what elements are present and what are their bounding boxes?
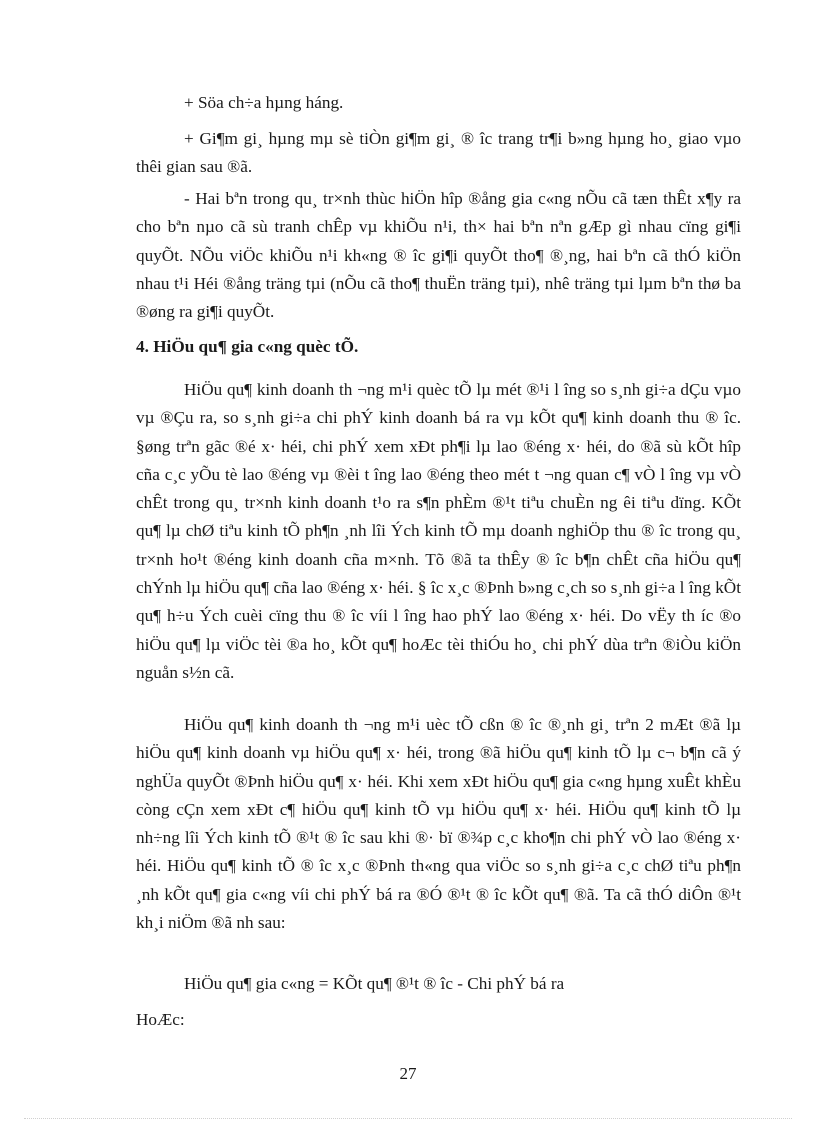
paragraph-economic-social-efficiency: HiÖu qu¶ kinh doanh th ¬ng m¹i uèc tÕ cßn ® îc ®¸nh gi¸ trªn 2 mÆt ®ã lµ hiÖu qu¶ kinh doanh vµ hiÖu qu¶ x· héi, trong ®ã hiÖu qu¶ kinh tÕ lµ c¬ b¶n cã ý nghÜa quyÕt ®Þnh hiÖu qu¶ x· héi. Khi xem xÐt hiÖu qu¶ gia c«ng hµng xuÊt khÈu còng cÇn xem xÐt c¶ hiÖu qu¶ kinh tÕ vµ hiÖu qu¶ x· héi. HiÖu qu¶ kinh tÕ lµ nh÷ng lîi Ých kinh tÕ ®¹t ® îc sau khi ®· bï ®¾p c¸c kho¶n chi phÝ vÒ lao ®éng x· héi. HiÖu qu¶ kinh tÕ ® îc x¸c ®Þnh th«ng qua viÖc so s¸nh gi÷a c¸c chØ tiªu ph¶n ¸nh kÕt qu¶ gia c«ng víi chi phÝ bá ra ®Ó ®¹t ® îc kÕt qu¶ ®ã. Ta cã thÓ diÔn ®¹t kh¸i niÖm ®ã nh sau: — [136, 715, 741, 933]
economic-social-efficiency-section — [136, 711, 741, 937]
section-heading-international-processing-efficiency — [136, 333, 741, 361]
efficiency-definition-section — [136, 376, 741, 687]
paragraph-price-reduction: + Gi¶m gi¸ hµng mµ sè tiÒn gi¶m gi¸ ® îc trang tr¶i b»ng hµng ho¸ giao vµo thêi gian sau ®ã. — [136, 129, 741, 177]
paragraph-dispute-resolution: - Hai bªn trong qu¸ tr×nh thùc hiÖn hîp ®ång gia c«ng nÕu cã tæn thÊt x¶y ra cho bªn nµo cã sù tranh chÊp vµ khiÕu n¹i, th× hai bªn nªn gÆp gì nhau cïng gi¶i quyÕt. NÕu viÖc khiÕu n¹i kh«ng ® îc gi¶i quyÕt tho¶ ®¸ng, hai bªn cã thÓ kiÖn nhau t¹i Héi ®ång träng tµi (nÕu cã tho¶ thuËn träng tµi), nhê träng tµi lµm bªn thø ba ®øng ra gi¶i quyÕt. — [136, 189, 741, 322]
efficiency-formula — [136, 970, 741, 998]
or-label: HoÆc: — [136, 1010, 185, 1029]
dispute-resolution-section — [136, 185, 741, 326]
page-number: 27 — [399, 1064, 417, 1083]
alternative-formula-label — [136, 1006, 741, 1034]
paragraph-repair-goods: + Söa ch÷a hµng háng. — [184, 93, 344, 112]
paragraph-efficiency-definition: HiÖu qu¶ kinh doanh th ¬ng m¹i quèc tÕ lµ mét ®¹i l îng so s¸nh gi÷a dÇu vµo vµ ®Çu ra, so s¸nh gi÷a chi phÝ kinh doanh bá ra vµ kÕt qu¶ kinh doanh thu ® îc. §øng trªn gãc ®é x· héi, chi phÝ xem xÐt ph¶i lµ lao ®éng x· héi, do ®ã sù kÕt hîp cña c¸c yÕu tè lao ®éng vµ ®èi t îng lao ®éng theo mét t ¬ng quan c¶ vÒ l îng vµ vÒ chÊt trong qu¸ tr×nh kinh doanh t¹o ra s¶n phÈm ®¹t tiªu chuÈn ng êi tiªu dïng. KÕt qu¶ lµ chØ tiªu kinh tÕ ph¶n ¸nh lîi Ých kinh tÕ mµ doanh nghiÖp thu ® îc trong qu¸ tr×nh ho¹t ®éng kinh doanh cña m×nh. Tõ ®ã ta thÊy ® îc b¶n chÊt cña hiÖu qu¶ chÝnh lµ hiÖu qu¶ cña lao ®éng x· héi. § îc x¸c ®Þnh b»ng c¸ch so s¸nh gi÷a l îng kÕt qu¶ h÷u Ých cuèi cïng thu ® îc víi l îng hao phÝ lao ®éng x· héi. Do vËy th íc ®o hiÖu qu¶ lµ viÖc tèi ®a ho¸ kÕt qu¶ hoÆc tèi thiÓu ho¸ chi phÝ dùa trªn ®iÒu kiÖn nguån s½n cã. — [136, 380, 741, 682]
heading-text: 4. HiÖu qu¶ gia c«ng quèc tÕ. — [136, 337, 359, 356]
bullet-repair-goods — [136, 89, 741, 117]
page-bottom-divider — [24, 1118, 792, 1119]
formula-text: HiÖu qu¶ gia c«ng = KÕt qu¶ ®¹t ® îc - Chi phÝ bá ra — [184, 974, 565, 993]
bullet-price-reduction — [136, 125, 741, 182]
